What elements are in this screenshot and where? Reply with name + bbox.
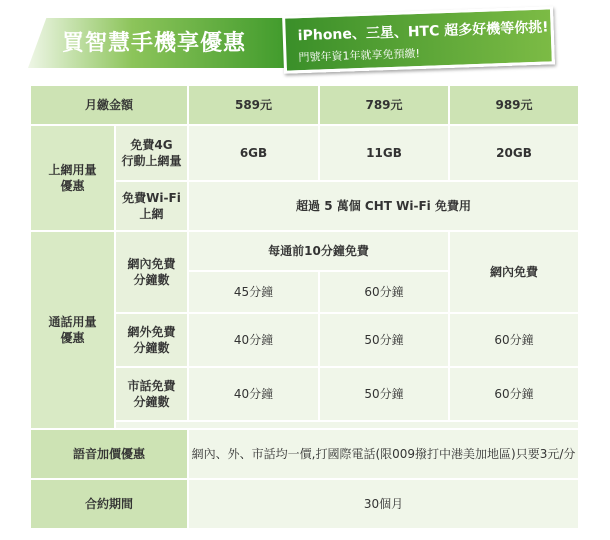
voice-addon-value: 網內、外、市話均一價,打國際電話(限009撥打中港美加地區)只要3元/分	[189, 430, 578, 478]
voice-addon-row	[31, 430, 578, 478]
contract-label: 合約期間	[31, 480, 187, 528]
landline-989: 60分鐘	[450, 368, 578, 420]
mobile-data-label: 免費4G 行動上網量	[116, 126, 187, 180]
landline-789: 50分鐘	[320, 368, 448, 420]
calls-spacer	[116, 422, 578, 428]
plan-589-header: 589元	[189, 86, 318, 124]
mobile-data-row	[31, 126, 578, 180]
contract-value: 30個月	[189, 480, 578, 528]
mobile-data-989: 20GB	[450, 126, 578, 180]
landline-589: 40分鐘	[189, 368, 318, 420]
mobile-data-789: 11GB	[320, 126, 448, 180]
data-usage-category: 上網用量 優惠	[31, 126, 114, 230]
plan-989-header: 989元	[450, 86, 578, 124]
onnet-label: 網內免費 分鐘數	[116, 232, 187, 312]
promo-subline: 門號年資1年就享免預繳!	[298, 46, 421, 65]
promo-callout	[282, 6, 555, 73]
voice-addon-label: 語音加價優惠	[31, 430, 187, 478]
wifi-label: 免費Wi-Fi 上網	[116, 182, 187, 230]
offnet-589: 40分鐘	[189, 314, 318, 366]
monthly-fee-label: 月繳金額	[31, 86, 187, 124]
onnet-row-top	[31, 232, 578, 270]
table-header-row	[31, 86, 578, 124]
banner-title: 買智慧手機享優惠	[62, 31, 247, 56]
landline-label: 市話免費 分鐘數	[116, 368, 187, 420]
onnet-589: 45分鐘	[189, 272, 318, 312]
offnet-label: 網外免費 分鐘數	[116, 314, 187, 366]
onnet-free-989: 網內免費	[450, 232, 578, 312]
contract-row	[31, 480, 578, 528]
mobile-data-589: 6GB	[189, 126, 318, 180]
promo-headline: iPhone、三星、HTC 超多好機等你挑!	[297, 19, 549, 45]
offnet-989: 60分鐘	[450, 314, 578, 366]
plan-789-header: 789元	[320, 86, 448, 124]
onnet-789: 60分鐘	[320, 272, 448, 312]
onnet-first10-note: 每通前10分鐘免費	[189, 232, 448, 270]
calls-category: 通話用量 優惠	[31, 232, 114, 428]
wifi-value: 超過 5 萬個 CHT Wi-Fi 免費用	[189, 182, 578, 230]
plan-comparison-table	[29, 84, 580, 530]
offnet-789: 50分鐘	[320, 314, 448, 366]
